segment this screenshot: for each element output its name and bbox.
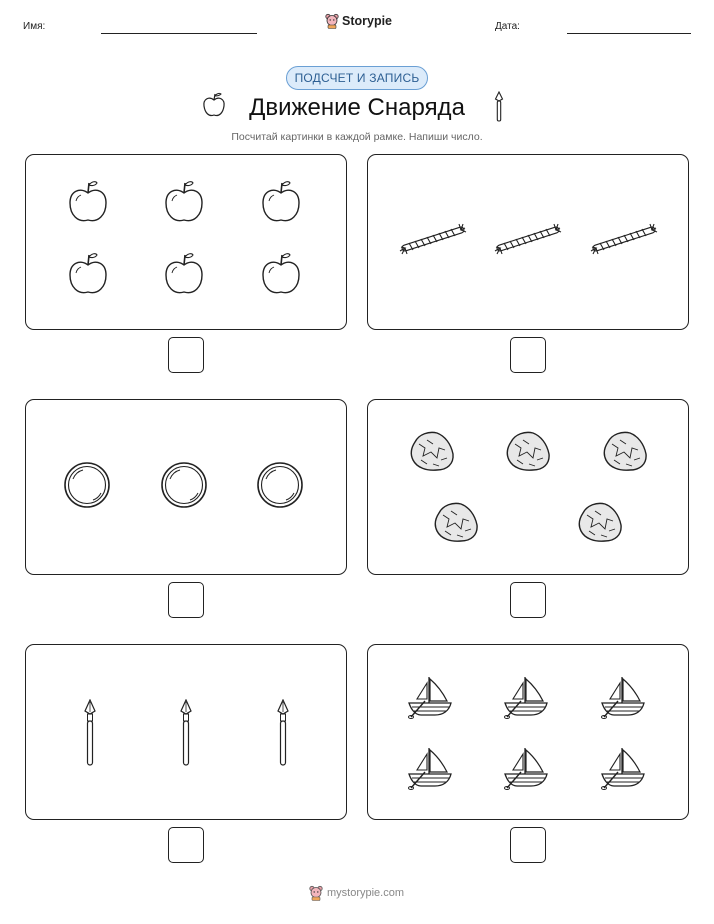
- rope-icon: [494, 220, 562, 258]
- counting-panel-spears: [25, 644, 347, 820]
- counting-panel-apples: [25, 154, 347, 330]
- name-field[interactable]: [101, 33, 257, 34]
- answer-box-apples[interactable]: [168, 337, 204, 373]
- answer-box-balls[interactable]: [168, 582, 204, 618]
- date-field[interactable]: [567, 33, 691, 34]
- footer: [309, 885, 404, 901]
- spear-icon: [176, 699, 196, 767]
- sailboat-icon: [503, 744, 551, 792]
- date-label: Дата:: [495, 21, 520, 32]
- spear-icon: [80, 699, 100, 767]
- rope-icon: [399, 220, 467, 258]
- rock-icon: [407, 428, 457, 476]
- bear-mascot-icon: [325, 13, 339, 29]
- counting-panel-sailboats: [367, 644, 689, 820]
- apple-icon: [66, 179, 110, 225]
- sailboat-icon: [407, 744, 455, 792]
- answer-box-sailboats[interactable]: [510, 827, 546, 863]
- worksheet-type-badge: ПОДСЧЕТ И ЗАПИСЬ: [286, 66, 428, 90]
- footer-url: mystorypie.com: [327, 887, 405, 899]
- rock-icon: [503, 428, 553, 476]
- apple-icon: [259, 251, 303, 297]
- counting-panel-balls: [25, 399, 347, 575]
- ball-icon: [160, 461, 208, 509]
- apple-icon: [259, 179, 303, 225]
- spear-icon: [273, 699, 293, 767]
- spear-icon: [492, 91, 506, 123]
- sailboat-icon: [600, 744, 648, 792]
- brand-logo: [325, 13, 392, 29]
- counting-panel-rocks: [367, 399, 689, 575]
- answer-box-rocks[interactable]: [510, 582, 546, 618]
- rock-icon: [431, 499, 481, 547]
- name-label: Имя:: [23, 21, 46, 32]
- ball-icon: [63, 461, 111, 509]
- answer-box-ropes[interactable]: [510, 337, 546, 373]
- answer-box-spears[interactable]: [168, 827, 204, 863]
- sailboat-icon: [503, 673, 551, 721]
- apple-icon: [162, 179, 206, 225]
- sailboat-icon: [407, 673, 455, 721]
- apple-icon: [66, 251, 110, 297]
- bear-mascot-icon: [309, 885, 323, 901]
- rock-icon: [575, 499, 625, 547]
- page-title: Движение Снаряда: [249, 94, 465, 121]
- ball-icon: [256, 461, 304, 509]
- instructions: Посчитай картинки в каждой рамке. Напиши число.: [231, 131, 483, 143]
- rope-icon: [590, 220, 658, 258]
- counting-panel-ropes: [367, 154, 689, 330]
- rock-icon: [600, 428, 650, 476]
- apple-icon: [162, 251, 206, 297]
- brand-name: Storypie: [342, 14, 393, 28]
- sailboat-icon: [600, 673, 648, 721]
